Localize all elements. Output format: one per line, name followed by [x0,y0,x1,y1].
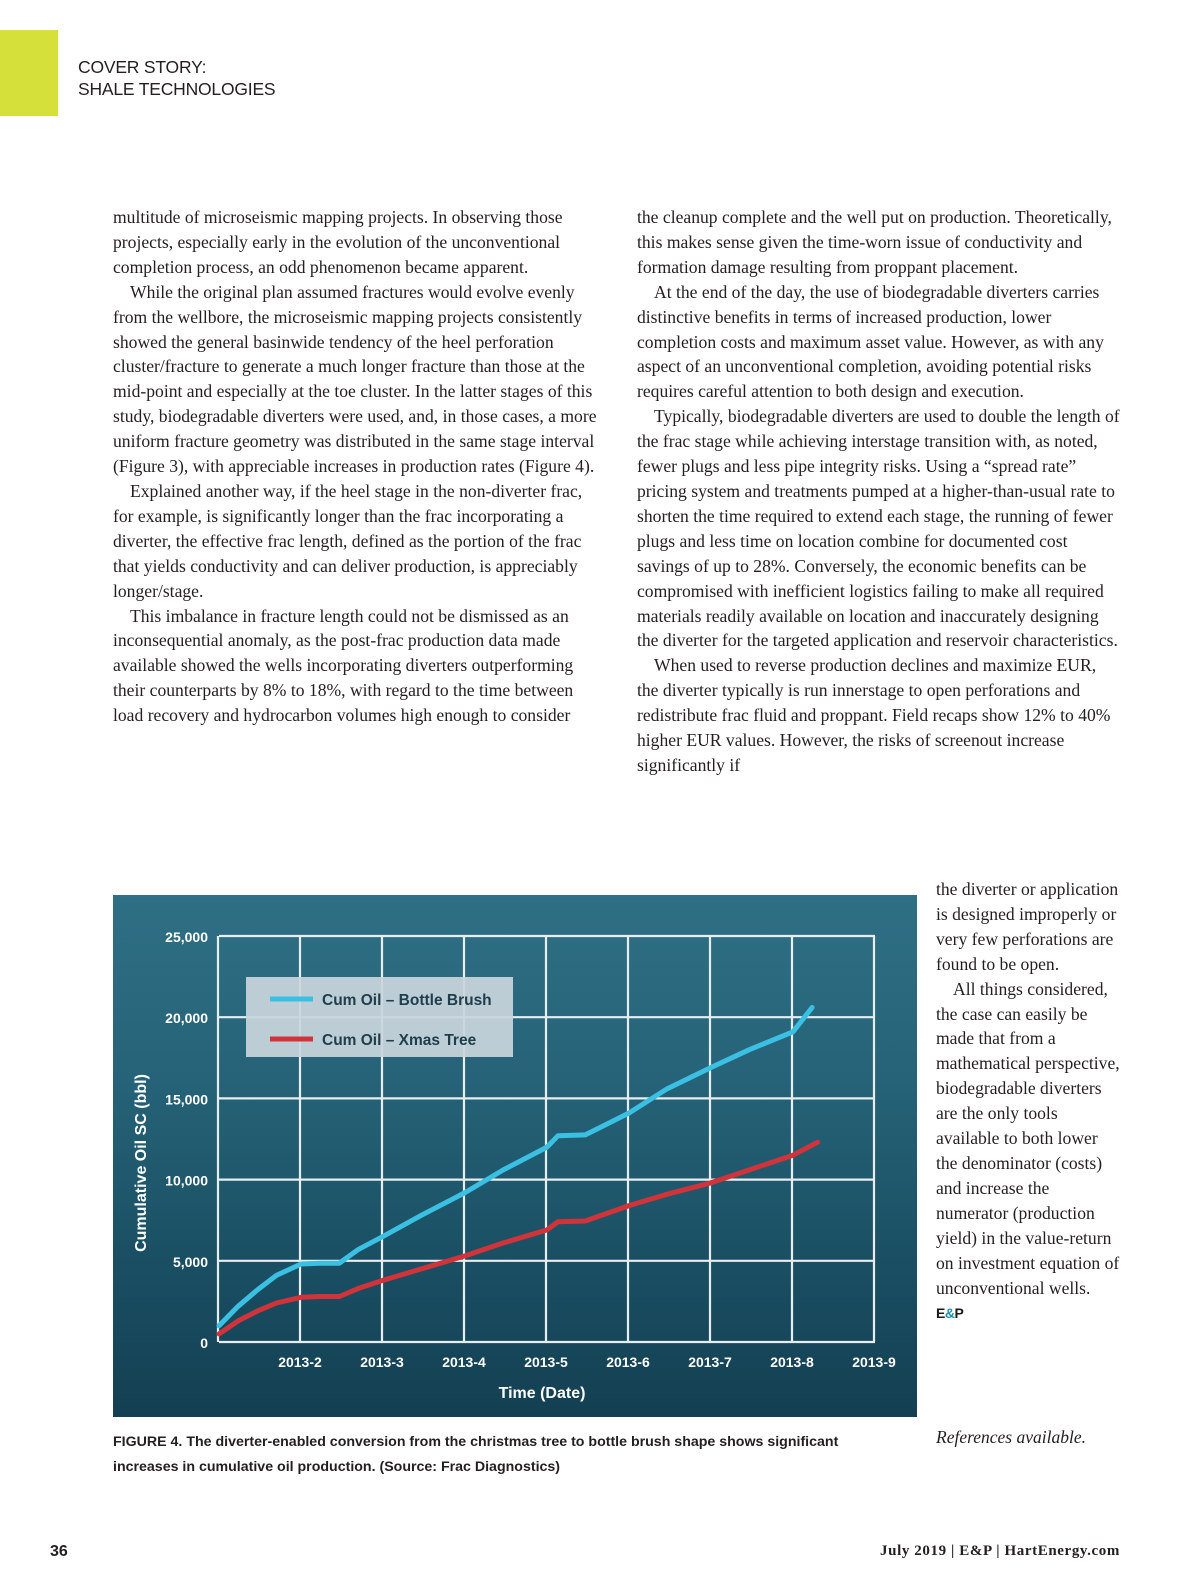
page-number: 36 [50,1543,68,1560]
paragraph [936,977,1122,1327]
paragraph: Typically, biodegradable diverters are used to double the length of the frac stage while achieving interstage transition with, as noted, fewer plugs and less pipe integrity risks. Using a “spread rate” pricing system and treatments pumped at a higher-than-usual rate to shorten the time required to extend each stage, the running of fewer plugs and less time on location combine for documented cost savings of up to 28%. Conversely, the economic benefits can be compromised with inefficient logistics failing to make all required materials readily available on location and inaccurately designing the diverter for the targeted application and reservoir characteristics. [637,406,1120,651]
chart-svg [113,895,917,1417]
section-tab [0,30,58,116]
paragraph: Explained another way, if the heel stage in the non-diverter frac, for example, is significantly longer than the frac incorporating a diverter, the effective frac length, defined as the portion of the frac that yields conductivity and can deliver production, is appreciably longer/stage. [113,480,583,601]
section-label [78,56,275,100]
x-tick-label: 2013-5 [524,1354,568,1370]
section-line-1: COVER STORY: [78,57,207,77]
x-tick-label: 2013-9 [852,1354,896,1370]
y-tick-label: 0 [200,1335,208,1351]
x-axis-title: Time (Date) [498,1385,586,1402]
x-tick-label: 2013-6 [606,1354,650,1370]
x-tick-label: 2013-8 [770,1354,814,1370]
body-column-1 [113,205,601,728]
y-axis-title: Cumulative Oil SC (bbl) [133,1074,150,1252]
paragraph-text: All things considered, the case can easily be made that from a mathematical perspective, biodegradable diverters are the only tools available to both lower the denominator (costs) and increase the numerator (production yield) in the value-return on investment equation of unconventional wells. [936,978,1120,1298]
y-tick-label: 25,000 [165,929,208,945]
y-tick-label: 20,000 [165,1010,208,1027]
footer-info: July 2019 | E&P | HartEnergy.com [880,1543,1120,1559]
paragraph: While the original plan assumed fractures would evolve evenly from the wellbore, the microseismic mapping projects consistently showed the general basinwide tendency of the heel perforation cluster/fracture to generate a much longer fracture than those at the mid-point and especially at the toe cluster. In the latter stages of this study, biodegradable diverters were used, and, in those cases, a more uniform fracture geometry was distributed in the same stage interval (Figure 3), with appreciable increases in production rates (Figure 4). [113,281,597,477]
legend-label: Cum Oil – Bottle Brush [322,992,492,1009]
body-column-3 [936,877,1122,1326]
y-tick-label: 15,000 [165,1091,208,1108]
paragraph: the diverter or application is designed improperly or very few perforations are found to be open. [936,879,1119,974]
paragraph: At the end of the day, the use of biodegradable diverters carries distinctive benefits in terms of increased production, lower completion costs and maximum asset value. However, as with any aspect of an unconventional completion, avoiding potential risks requires careful attention to both design and execution. [637,281,1104,402]
y-tick-label: 10,000 [165,1172,208,1189]
paragraph: the cleanup complete and the well put on production. Theoretically, this makes sense given the time-worn issue of conductivity and formation damage resulting from proppant placement. [637,207,1112,277]
figure-4-chart [113,895,917,1417]
x-tick-label: 2013-7 [688,1354,732,1370]
paragraph: multitude of microseismic mapping projects. In observing those projects, especially early in the evolution of the unconventional completion process, an odd phenomenon became apparent. [113,207,563,277]
x-tick-label: 2013-3 [360,1354,404,1370]
ep-end-logo: E&P [936,1305,964,1322]
body-column-2 [637,205,1121,778]
section-line-2: SHALE TECHNOLOGIES [78,79,276,99]
x-tick-label: 2013-4 [442,1354,486,1370]
x-tick-label: 2013-2 [278,1354,322,1370]
legend-label: Cum Oil – Xmas Tree [322,1032,477,1049]
series-line-xmas-tree [219,1142,818,1334]
figure-caption: FIGURE 4. The diverter-enabled conversion from the christmas tree to bottle brush shape shows significant increases in cumulative oil production. (Source: Frac Diagnostics) [113,1434,839,1475]
y-tick-label: 5,000 [172,1253,208,1270]
references-note: References available. [936,1427,1086,1447]
paragraph: This imbalance in fracture length could not be dismissed as an inconsequential anomaly, as the post-frac production data made available showed the wells incorporating diverters outperforming their counterparts by 8% to 18%, with regard to the time between load recovery and hydrocarbon volumes high enough to consider [113,605,574,726]
paragraph: When used to reverse production declines and maximize EUR, the diverter typically is run innerstage to open perforations and redistribute frac fluid and proppant. Field recaps show 12% to 40% higher EUR values. However, the risks of screenout increase significantly if [637,655,1111,775]
